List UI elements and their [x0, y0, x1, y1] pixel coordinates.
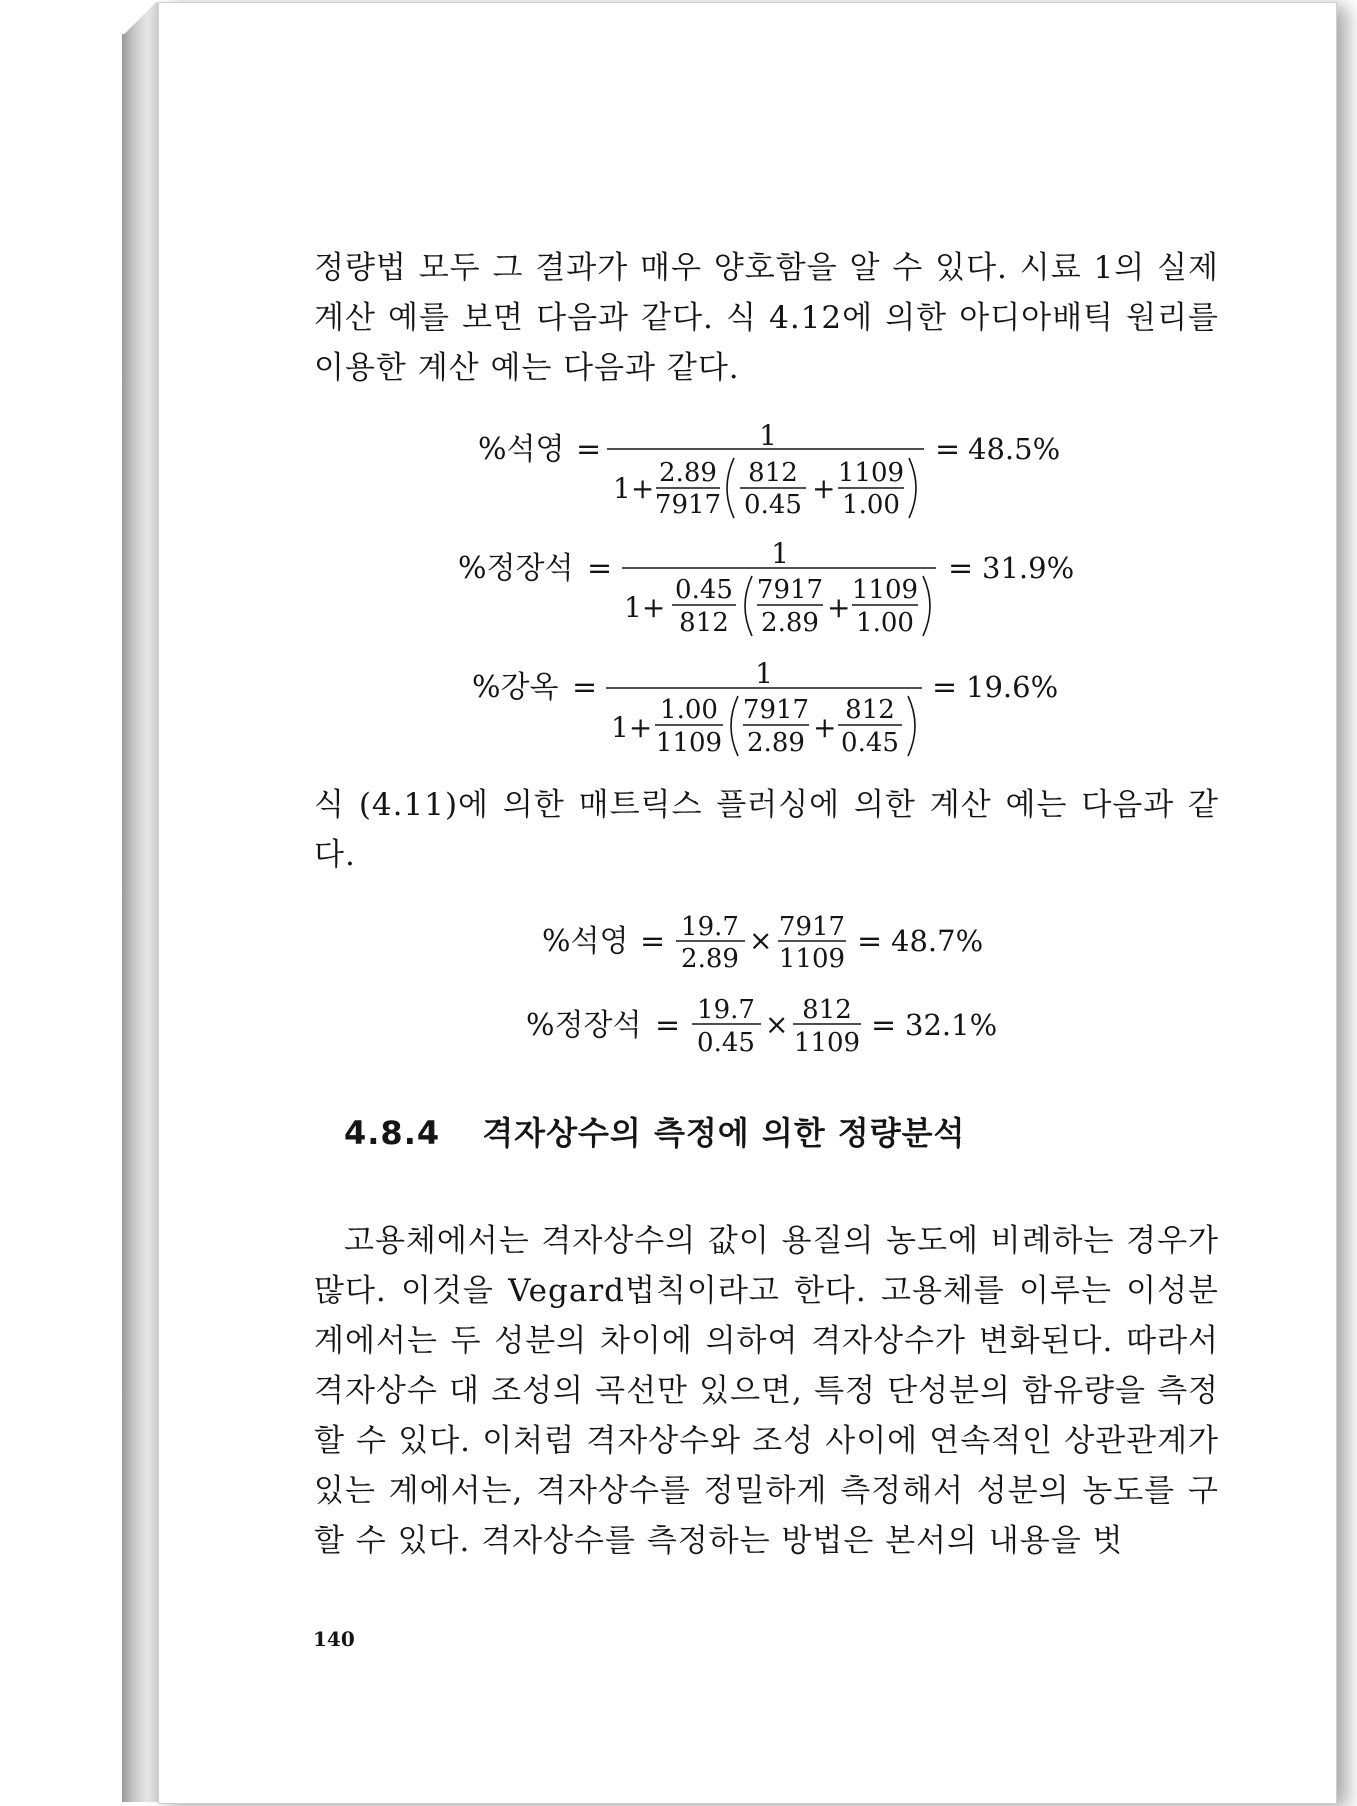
factor2-denominator: 1109: [793, 1028, 861, 1058]
paragraph-intro: 정량법 모두 그 결과가 매우 양호함을 알 수 있다. 시료 1의 실제 계산 예를 보면 다음과 같다. 식 4.12에 의한 아디아배틱 원리를 이용한 계산 예는 다음과 같다.: [314, 250, 1219, 386]
equals-sign: =: [948, 551, 974, 586]
term-a-numerator: 7917: [742, 695, 810, 725]
formula-lhs: %강옥: [472, 670, 559, 705]
factor1-numerator: 19.7: [697, 995, 755, 1025]
term-a-denominator: 2.89: [761, 608, 819, 638]
equals-sign: =: [871, 1008, 897, 1043]
coef-numerator: 2.89: [659, 458, 717, 488]
formula-result: 48.5%: [968, 432, 1061, 466]
factor1-denominator: 2.89: [681, 944, 739, 974]
page-number: 140: [313, 1627, 355, 1651]
formula-result: 48.7%: [891, 924, 984, 958]
factor1-numerator: 19.7: [681, 912, 739, 942]
one-plus: 1+: [611, 711, 653, 744]
formula-lhs: %석영: [542, 924, 629, 959]
coef-denominator: 812: [679, 608, 729, 638]
equals-sign: =: [640, 924, 666, 959]
paragraph-matrix-flushing: 식 (4.11)에 의한 매트릭스 플러싱에 의한 계산 예는 다음과 같다.: [314, 787, 1219, 873]
one-plus: 1+: [624, 591, 666, 624]
times-sign: ×: [749, 924, 773, 957]
coef-numerator: 1.00: [660, 695, 718, 725]
term-b-denominator: 0.45: [841, 728, 899, 758]
paragraph-vegard: 고용체에서는 격자상수의 값이 용질의 농도에 비례하는 경우가 많다. 이것을 Vegard법칙이라고 한다. 고용체를 이루는 이성분계에서는 두 성분의 차이에 의하여 격자상수가 변화된다. 따라서 격자상수 대 조성의 곡선만 있으면, 특정 단성분의 함유량을 측정 할 수 있다. 이처럼 격자상수와 조성 사이에 연속적인 상관관계가 있는 계에서는, 격자상수를 정밀하게 측정해서 성분의 농도를 구할 수 있다. 격자상수를 측정하는 방법은 본서의 내용을 벗: [314, 1223, 1219, 1559]
factor2-numerator: 812: [802, 995, 852, 1025]
term-a-numerator: 812: [748, 458, 798, 488]
numerator-one: 1: [759, 419, 777, 452]
equals-sign: =: [572, 670, 598, 705]
section-heading: [344, 1108, 965, 1154]
formula-lhs: %정장석: [458, 551, 574, 586]
term-b-denominator: 1.00: [842, 490, 900, 520]
section-number: 4.8.4: [344, 1114, 441, 1152]
term-b-denominator: 1.00: [856, 608, 914, 638]
equals-sign: =: [857, 924, 883, 959]
plus-sign: +: [812, 472, 836, 505]
formula-result: 31.9%: [982, 551, 1075, 585]
term-b-numerator: 1109: [851, 575, 919, 605]
equals-sign: =: [935, 432, 961, 467]
equals-sign: =: [576, 432, 602, 467]
times-sign: ×: [765, 1008, 789, 1041]
section-title: 격자상수의 측정에 의한 정량분석: [482, 1114, 966, 1152]
factor2-numerator: 7917: [778, 912, 846, 942]
numerator-one: 1: [755, 657, 773, 690]
coef-numerator: 0.45: [675, 575, 733, 605]
one-plus: 1+: [613, 472, 655, 505]
term-b-numerator: 812: [845, 695, 895, 725]
coef-denominator: 1109: [655, 728, 723, 758]
formula-result: 32.1%: [905, 1008, 998, 1042]
formula-lhs: %정장석: [526, 1008, 642, 1043]
term-a-numerator: 7917: [756, 575, 824, 605]
formula-lhs: %석영: [478, 432, 565, 467]
term-a-denominator: 2.89: [747, 728, 805, 758]
formula-quartz-flushing: [542, 912, 983, 974]
coef-denominator: 7917: [654, 490, 722, 520]
equals-sign: =: [932, 670, 958, 705]
numerator-one: 1: [771, 537, 789, 570]
term-b-numerator: 1109: [837, 458, 905, 488]
plus-sign: +: [813, 711, 837, 744]
factor1-denominator: 0.45: [697, 1028, 755, 1058]
plus-sign: +: [827, 591, 851, 624]
equals-sign: =: [587, 551, 613, 586]
formula-result: 19.6%: [966, 670, 1059, 704]
equals-sign: =: [655, 1008, 681, 1043]
factor2-denominator: 1109: [778, 944, 846, 974]
formula-orthoclase-flushing: [526, 995, 997, 1058]
term-a-denominator: 0.45: [744, 490, 802, 520]
